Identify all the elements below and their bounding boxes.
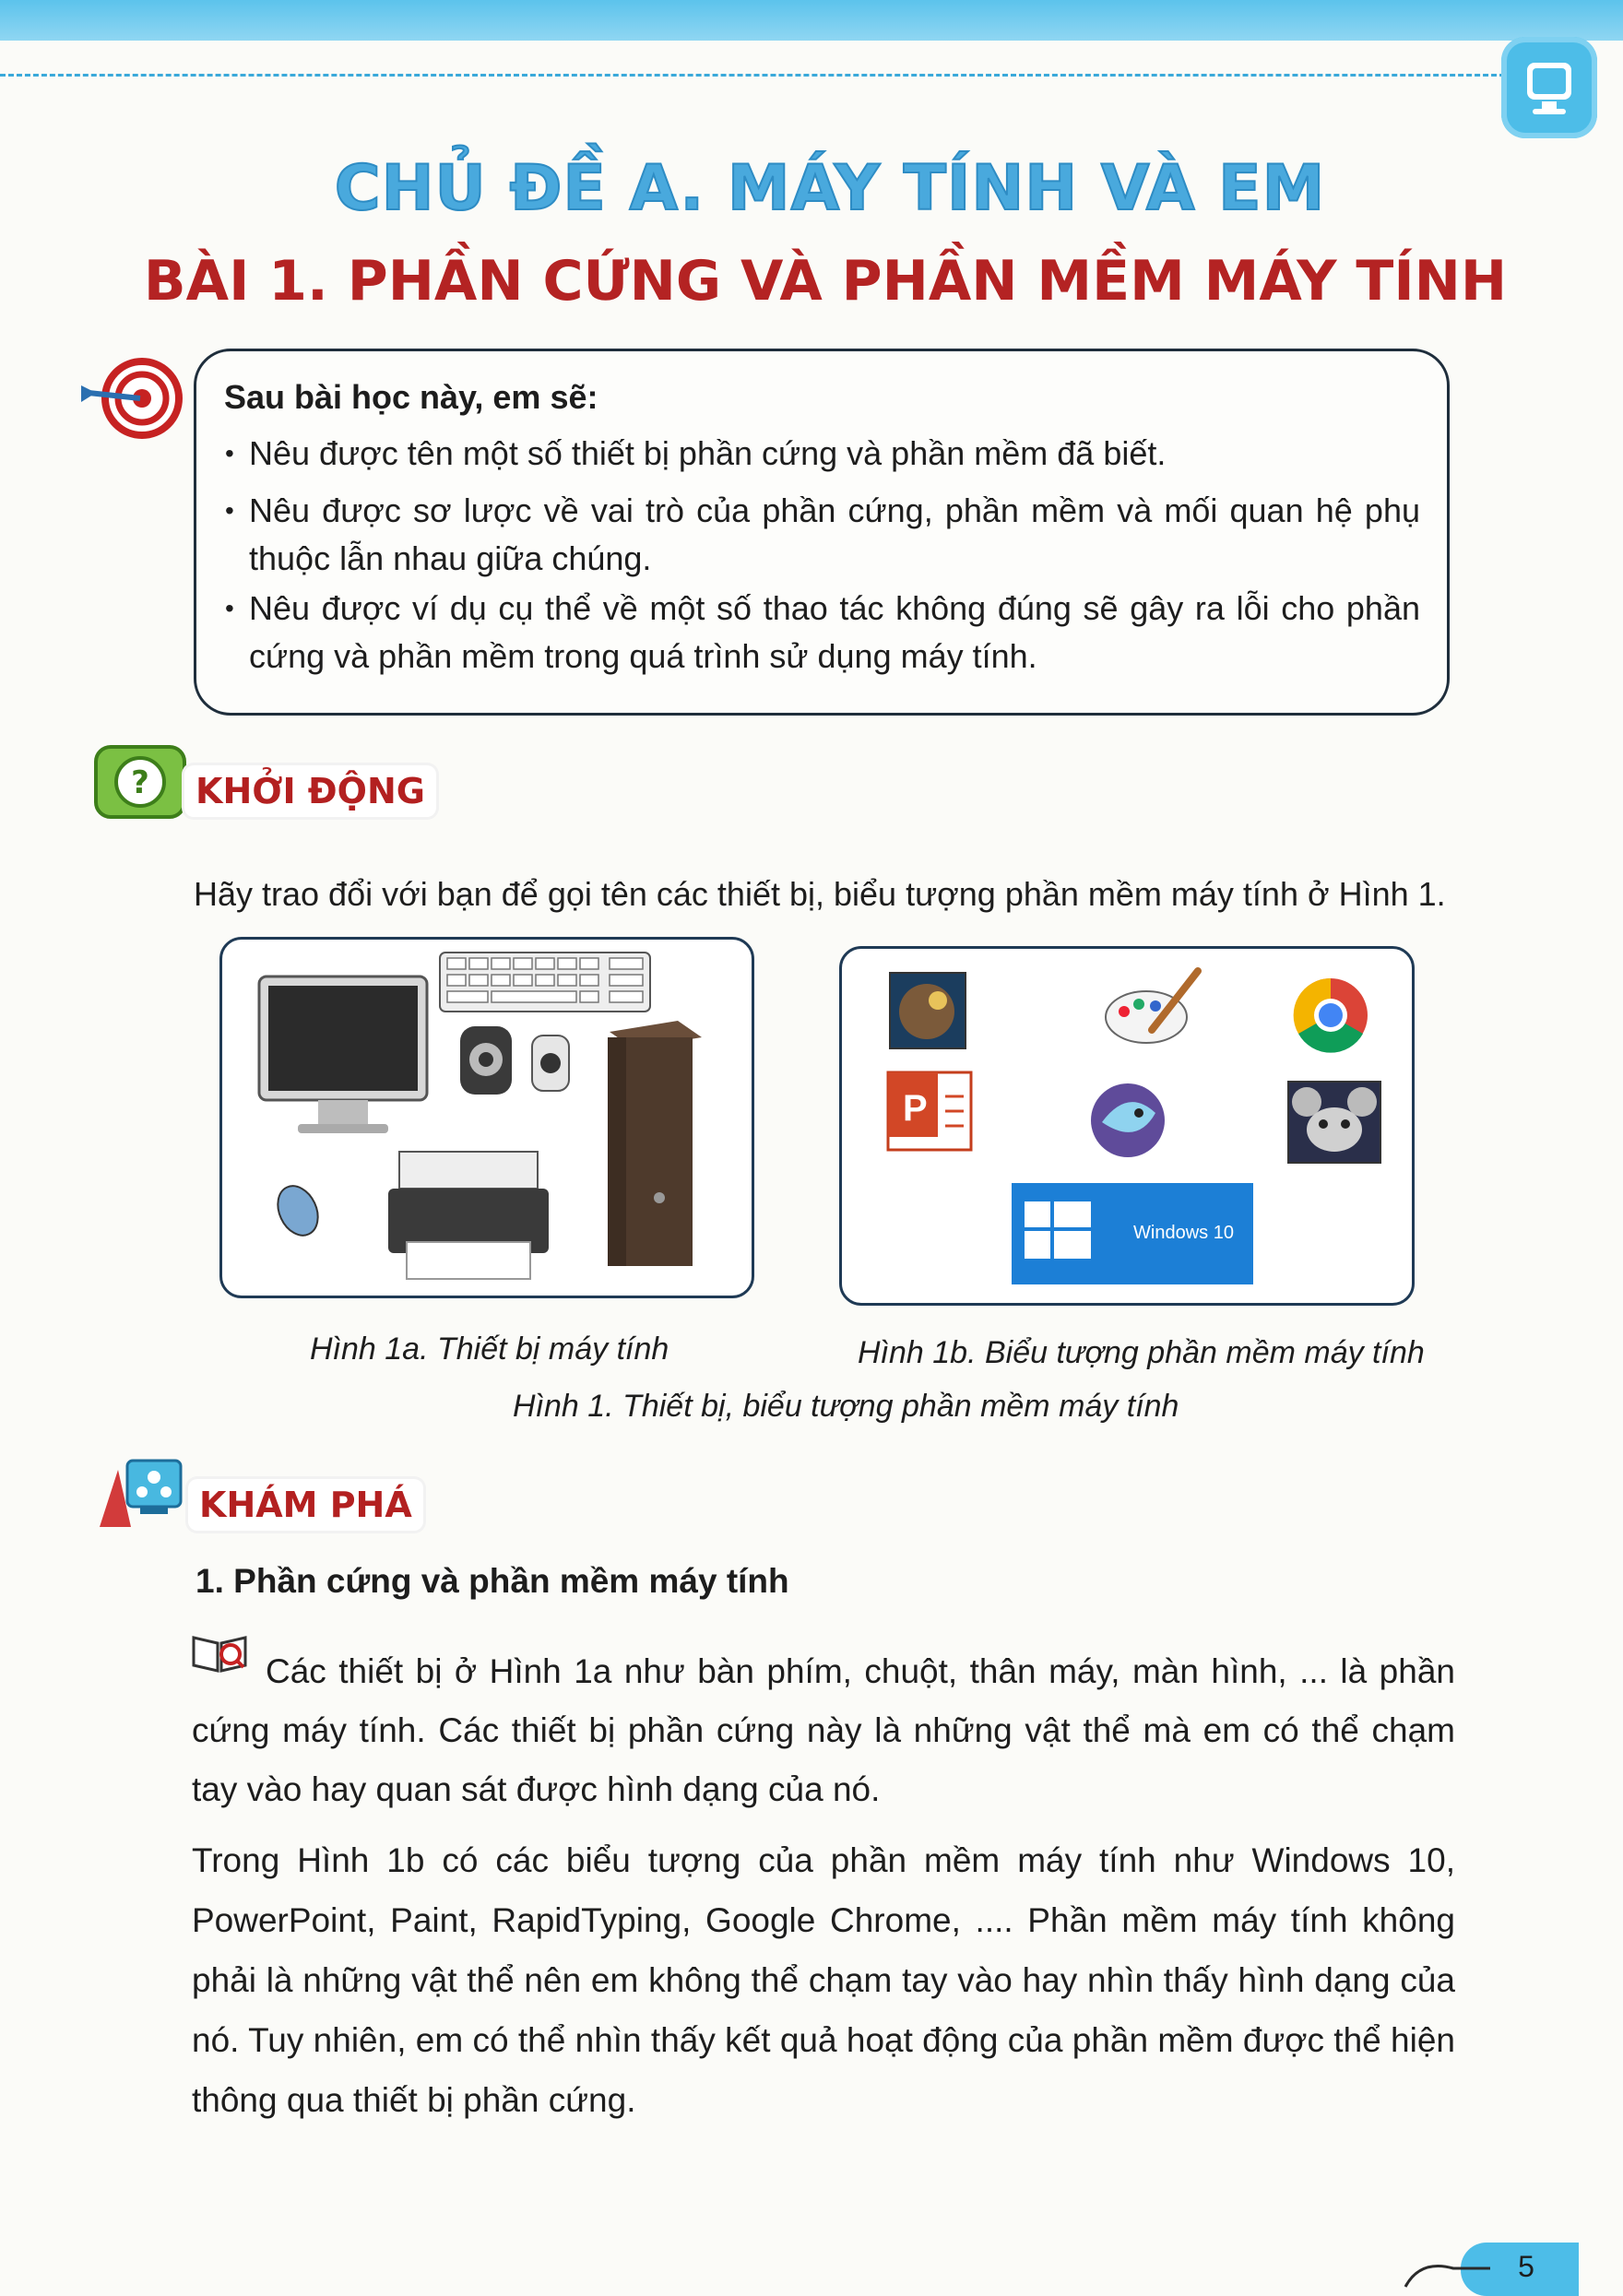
game-app-icon	[890, 973, 966, 1048]
figure-1a	[219, 937, 754, 1298]
speaker-icon	[460, 1026, 569, 1095]
section-label-khoi-dong: KHỞI ĐỘNG	[184, 765, 436, 817]
mouse-character-icon	[1288, 1082, 1380, 1163]
paragraph-hardware: Các thiết bị ở Hình 1a như bàn phím, chuột, thân máy, màn hình, ... là phần cứng máy tính. Các thiết bị phần cứng này là những vật thể mà em có thể chạm tay vào hay quan sát được hình dạng của nó.	[192, 1652, 1455, 1808]
topic-title: CHỦ ĐỀ A. MÁY TÍNH VÀ EM	[334, 152, 1326, 225]
objective-item: • Nêu được tên một số thiết bị phần cứng và phần mềm đã biết.	[249, 430, 1420, 478]
header-band	[0, 0, 1623, 41]
page-swirl-icon	[1402, 2254, 1494, 2290]
chrome-icon	[1294, 978, 1368, 1053]
svg-text:P: P	[903, 1088, 928, 1129]
desktop-tower-icon	[608, 1021, 702, 1266]
section-title-hardware-software: 1. Phần cứng và phần mềm máy tính	[195, 1562, 789, 1600]
page-number: 5	[1518, 2250, 1534, 2283]
caption-figure-1b: Hình 1b. Biểu tượng phần mềm máy tính	[858, 1335, 1425, 1370]
caption-figure-1: Hình 1. Thiết bị, biểu tượng phần mềm máy tính	[513, 1389, 1179, 1424]
monitor-icon	[259, 976, 427, 1133]
question-icon	[92, 743, 188, 821]
software-icons-illustration	[842, 949, 1412, 1303]
target-icon	[81, 352, 190, 444]
khoi-dong-prompt: Hãy trao đổi với bạn để gọi tên các thiết bị, biểu tượng phần mềm máy tính ở Hình 1.	[194, 875, 1446, 913]
svg-text:Windows 10: Windows 10	[1133, 1223, 1234, 1243]
bullet-icon: •	[225, 594, 234, 622]
powerpoint-icon	[888, 1072, 971, 1150]
svg-text:?: ?	[131, 764, 149, 801]
header-dashed-line	[0, 74, 1522, 77]
printer-icon	[388, 1152, 549, 1279]
objective-item: • Nêu được sơ lược về vai trò của phần cứng, phần mềm và mối quan hệ phụ thuộc lẫn nhau giữa chúng.	[249, 487, 1420, 583]
lesson-title: BÀI 1. PHẦN CỨNG VÀ PHẦN MỀM MÁY TÍNH	[143, 249, 1508, 314]
keyboard-icon	[440, 953, 650, 1012]
computer-devices-illustration	[222, 940, 752, 1296]
section-label-kham-pha: KHÁM PHÁ	[188, 1479, 423, 1531]
mouse-icon	[270, 1179, 326, 1242]
caption-figure-1a: Hình 1a. Thiết bị máy tính	[310, 1331, 669, 1367]
objectives-heading: Sau bài học này, em sẽ:	[224, 378, 598, 416]
bullet-icon: •	[225, 496, 234, 525]
figure-1b	[839, 946, 1415, 1306]
paint-icon	[1106, 971, 1198, 1043]
computer-tab-badge	[1501, 37, 1597, 138]
objective-item: • Nêu được ví dụ cụ thể về một số thao tác không đúng sẽ gây ra lỗi cho phần cứng và phần mềm trong quá trình sử dụng máy tính.	[249, 585, 1420, 681]
monitor-icon	[1501, 37, 1597, 138]
bullet-icon: •	[225, 439, 234, 467]
paragraph-software: Trong Hình 1b có các biểu tượng của phần mềm máy tính như Windows 10, PowerPoint, Paint, RapidTyping, Google Chrome, .... Phần mềm máy tính không phải là những vật thể nên em không thể chạm tay vào hay nhìn thấy hình dạng của nó. Tuy nhiên, em có thể nhìn thấy kết quả hoạt động của phần mềm được thể hiện thông qua thiết bị phần cứng.	[192, 1841, 1455, 2119]
explore-icon	[90, 1453, 192, 1536]
windows-10-icon	[1012, 1183, 1253, 1284]
rapidtyping-icon	[1091, 1083, 1165, 1157]
